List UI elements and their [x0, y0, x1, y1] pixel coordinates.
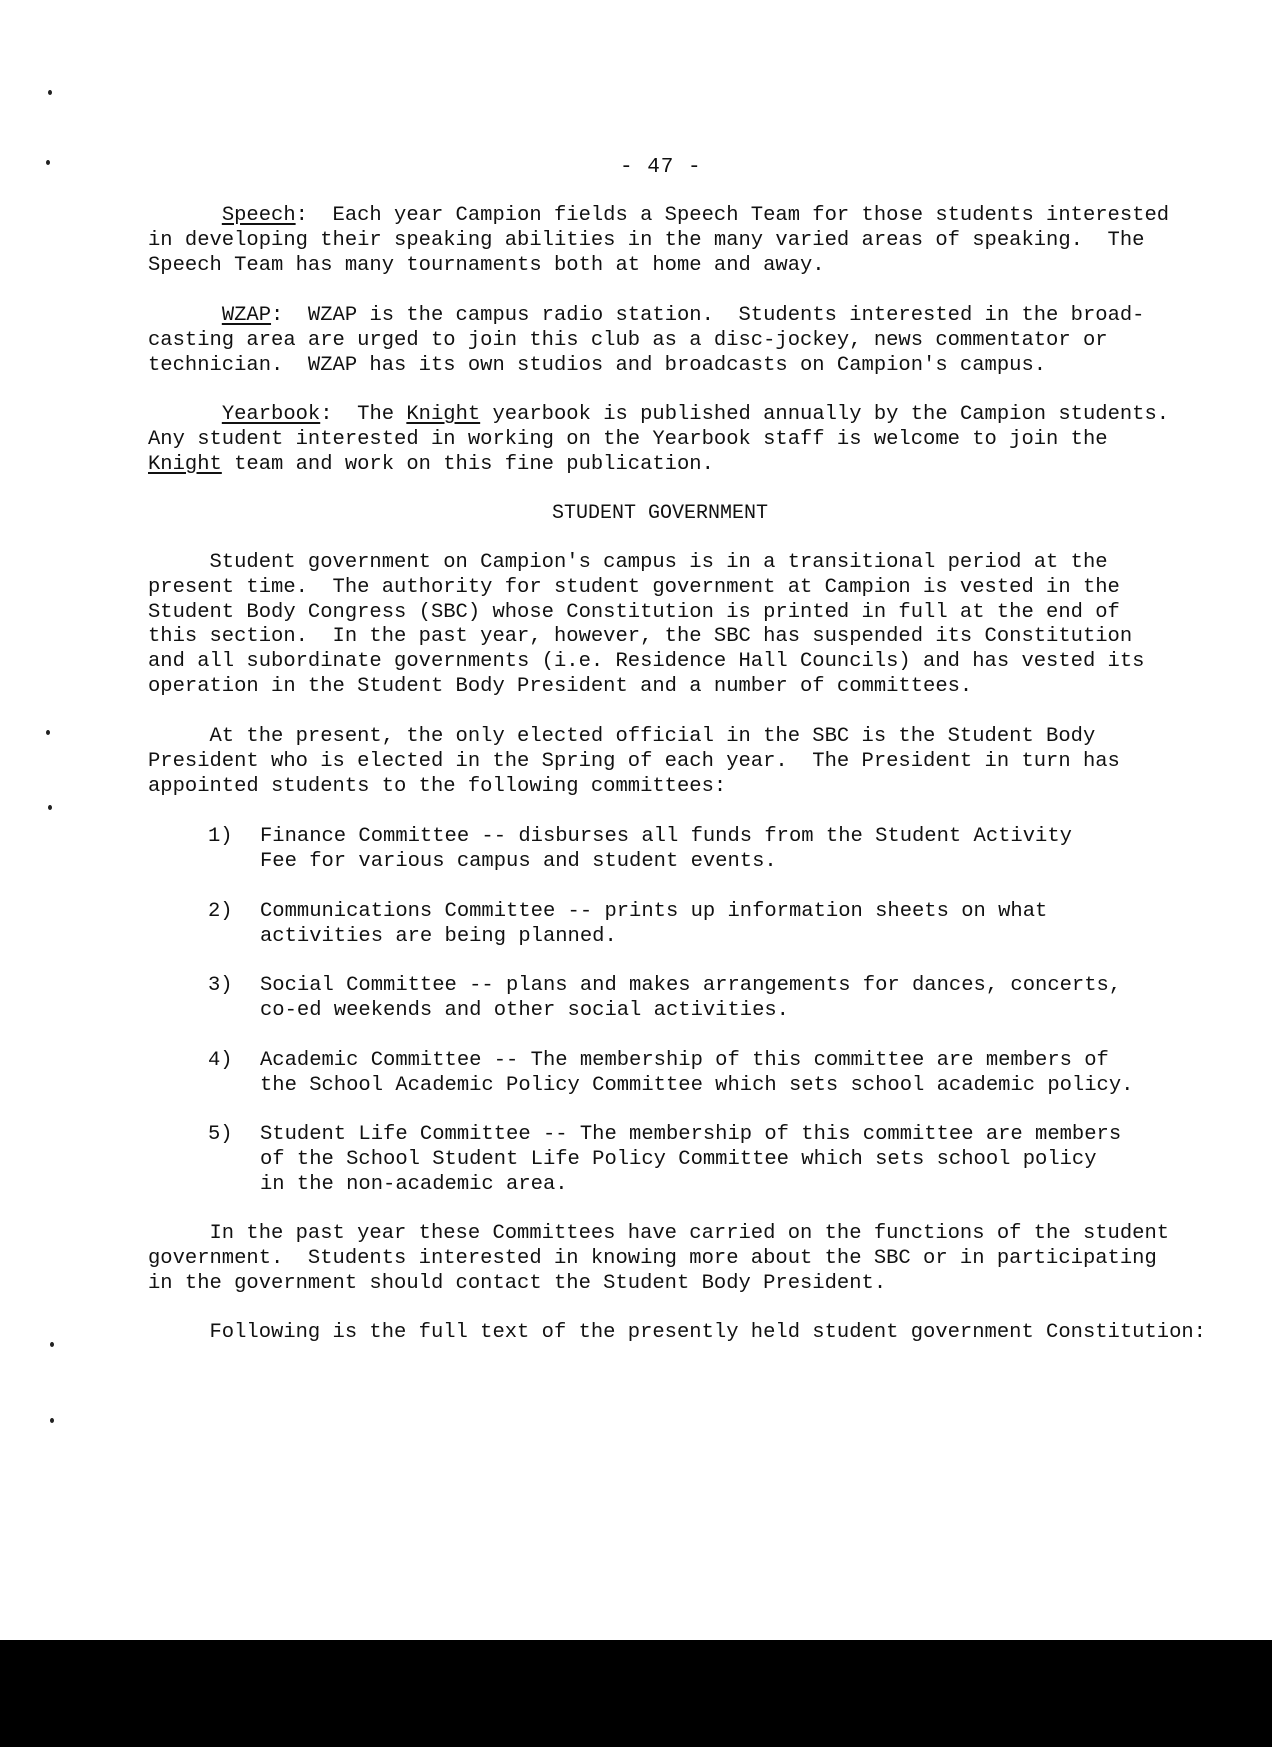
- wzap-line-2: casting area are urged to join this club as a disc-jockey, news commentator or: [148, 328, 1108, 352]
- yearbook-line-2: Any student interested in working on the Yearbook staff is welcome to join the: [148, 427, 1108, 451]
- text-line: in the government should contact the Student Body President.: [148, 1271, 887, 1295]
- speech-line-2: in developing their speaking abilities in the many varied areas of speaking. The: [148, 228, 1145, 252]
- list-text: Social Committee -- plans and makes arrangements for dances, concerts, co-ed weekends and other social activities.: [260, 974, 1122, 1022]
- text-line: and all subordinate governments (i.e. Residence Hall Councils) and has vested its: [148, 650, 1145, 674]
- present-paragraph: [148, 725, 1228, 799]
- text-line: Student Body Congress (SBC) whose Constitution is printed in full at the end of: [148, 600, 1120, 624]
- wzap-line-3: technician. WZAP has its own studios and broadcasts on Campion's campus.: [148, 353, 1047, 377]
- list-number: 5): [208, 1123, 233, 1146]
- speech-line-1: : Each year Campion fields a Speech Team for those students interested: [295, 204, 1170, 227]
- past-paragraph: [148, 1222, 1228, 1296]
- list-text: Student Life Committee -- The membership of this committee are members of the School Student Life Policy Committee which sets school policy in the non-academic area.: [260, 1123, 1122, 1196]
- yearbook-label: Yearbook: [221, 403, 321, 426]
- list-text: Communications Committee -- prints up information sheets on what activities are being planned.: [260, 900, 1048, 948]
- wzap-label: WZAP: [221, 304, 272, 327]
- scan-mark: [46, 160, 50, 165]
- list-number: 2): [208, 900, 233, 923]
- page-number: - 47 -: [620, 156, 702, 179]
- speech-label: Speech: [221, 204, 296, 227]
- yearbook-line-1b: yearbook is published annually by the Campion students.: [480, 403, 1170, 426]
- text-line: operation in the Student Body President and a number of committees.: [148, 674, 973, 698]
- speech-paragraph: [148, 204, 1228, 278]
- text-line: President who is elected in the Spring of each year. The President in turn has: [148, 749, 1120, 773]
- yearbook-line-1a: : The: [320, 403, 407, 426]
- scan-mark: [50, 1418, 54, 1423]
- knight-title: Knight: [406, 403, 481, 426]
- speech-line-3: Speech Team has many tournaments both at home and away.: [148, 253, 825, 277]
- scan-mark: [48, 805, 52, 810]
- wzap-paragraph: [148, 304, 1228, 378]
- list-number: 3): [208, 974, 233, 997]
- text-line: appointed students to the following committees:: [148, 774, 727, 798]
- list-text: Finance Committee -- disburses all funds from the Student Activity Fee for various campus and student events.: [260, 825, 1072, 873]
- text-line: government. Students interested in knowing more about the SBC or in participating: [148, 1246, 1157, 1270]
- knight-title: Knight: [148, 452, 222, 476]
- text-line: At the present, the only elected official in the SBC is the Student Body: [148, 725, 1096, 748]
- list-number: 4): [208, 1049, 233, 1072]
- text-line: Student government on Campion's campus is in a transitional period at the: [148, 551, 1108, 574]
- text-line: In the past year these Committees have carried on the functions of the student: [148, 1222, 1170, 1245]
- text-line: present time. The authority for student government at Campion is vested in the: [148, 575, 1120, 599]
- yearbook-paragraph: [148, 403, 1228, 477]
- gov-paragraph: [148, 551, 1228, 700]
- text-line: Following is the full text of the presently held student government Constitution:: [148, 1321, 1206, 1344]
- scan-mark: [50, 1342, 54, 1347]
- scan-mark: [46, 730, 50, 735]
- yearbook-line-3: team and work on this fine publication.: [221, 452, 714, 476]
- scan-border: [0, 1640, 1272, 1747]
- list-number: 1): [208, 825, 233, 848]
- text-line: this section. In the past year, however, the SBC has suspended its Constitution: [148, 625, 1133, 649]
- scan-mark: [48, 90, 52, 95]
- wzap-line-1: : WZAP is the campus radio station. Students interested in the broad-: [271, 304, 1145, 327]
- following-line: [148, 1321, 1228, 1346]
- list-text: Academic Committee -- The membership of this committee are members of the School Academic Policy Committee which sets school academic policy.: [260, 1049, 1134, 1097]
- section-heading: STUDENT GOVERNMENT: [552, 502, 769, 525]
